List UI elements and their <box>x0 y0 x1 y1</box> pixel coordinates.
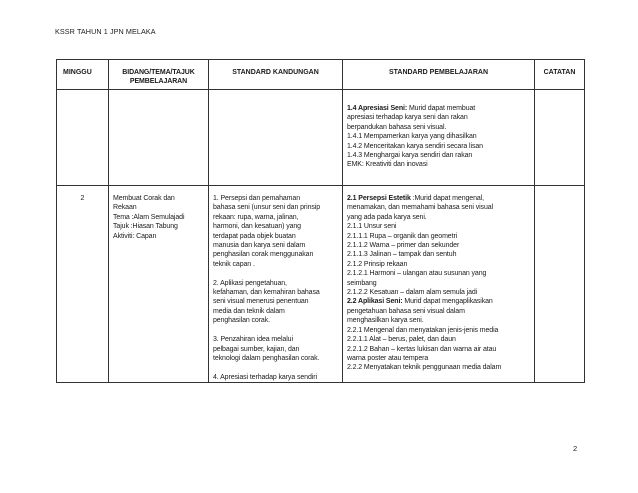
pembelajaran-heading: 2.2 Aplikasi Seni: <box>347 298 403 306</box>
cell-pembelajaran <box>343 186 535 383</box>
cell-kandungan <box>209 90 343 186</box>
cell-kandungan: 1. Persepsi dan pemahaman bahasa seni (unsur seni dan prinsip rekaan: rupa, warna, jalinan, harmoni, dan kesatuan) yang terdapat pada objek buatan manusia dan karya seni dalam penghasilan corak menggunakan teknik capan . 2. Aplikasi pengetahuan, kefahaman, dan kemahiran bahasa seni visual menerusi penentuan media dan teknik dalam penghasilan corak. 3. Penzahiran idea melalui pelbagai sumber, kajian, dan teknologi dalam penghasilan corak. 4. Apresiasi terhadap karya sendiri <box>209 186 343 383</box>
page-number: 2 <box>573 444 578 453</box>
pembelajaran-text: Murid dapat mengaplikasikan pengetahuan bahasa seni visual dalam menghasilkan karya seni. 2.2.1 Mengenal dan menyatakan jenis-jenis media 2.2.1.1 Alat – berus, palet, dan daun 2.2.1.2 Bahan – kertas lukisan dan warna air atau warna poster atau tempera 2.2.2 Menyatakan teknik penggunaan media dalam <box>347 298 502 372</box>
cell-pembelajaran <box>343 90 535 186</box>
pembelajaran-heading: 2.1 Persepsi Estetik <box>347 195 411 202</box>
pembelajaran-text: :Murid dapat mengenal, menamakan, dan memahami bahasa seni visual yang ada pada karya seni. 2.1.1 Unsur seni 2.1.1.1 Rupa – organik dan geometri 2.1.1.2 Warna – primer dan sekunder 2.1.1.3 Jalinan – tampak dan sentuh 2.1.2 Prinsip rekaan 2.1.2.1 Harmoni – ulangan atau susunan yang seimbang 2.1.2.2 Kesatuan – dalam alam semula jadi <box>347 195 493 297</box>
col-header-pembelajaran: STANDARD PEMBELAJARAN <box>343 60 535 90</box>
col-header-minggu: MINGGU <box>57 60 109 90</box>
col-header-bidang: BIDANG/TEMA/TAJUK PEMBELAJARAN <box>109 60 209 90</box>
col-header-catatan: CATATAN <box>535 60 585 90</box>
page-header: KSSR TAHUN 1 JPN MELAKA <box>55 27 156 36</box>
cell-catatan <box>535 90 585 186</box>
pembelajaran-heading: 1.4 Apresiasi Seni: <box>347 105 408 112</box>
table-row <box>57 186 585 383</box>
table-row <box>57 90 585 186</box>
table-header-row <box>57 60 585 90</box>
lesson-plan-table <box>56 59 585 383</box>
col-header-kandungan: STANDARD KANDUNGAN <box>209 60 343 90</box>
cell-catatan <box>535 186 585 383</box>
cell-bidang <box>109 90 209 186</box>
cell-minggu: 2 <box>57 186 109 383</box>
cell-minggu <box>57 90 109 186</box>
pembelajaran-text: Murid dapat membuat apresiasi terhadap karya seni dan rakan berpandukan bahasa seni visual. 1.4.1 Mempamerkan karya yang dihasilkan 1.4.2 Menceritakan karya sendiri secara lisan 1.4.3 Menghargai karya sendiri dan rakan EMK: Kreativiti dan inovasi <box>347 105 483 169</box>
cell-bidang: Membuat Corak dan Rekaan Tema :Alam Semulajadi Tajuk :Hiasan Tabung Aktiviti: Capan <box>109 186 209 383</box>
